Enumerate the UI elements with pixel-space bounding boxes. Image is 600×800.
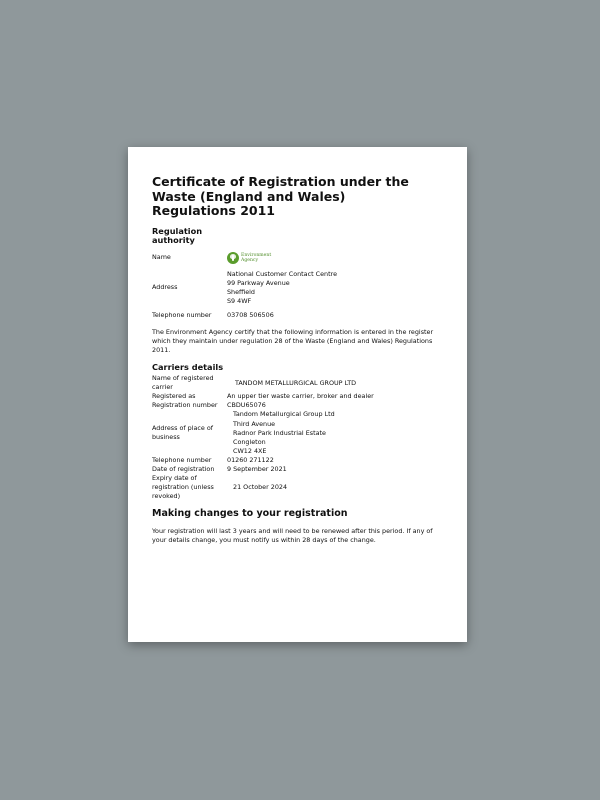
- authority-address-row: [152, 270, 444, 306]
- registration-number-value: CBDU65076: [227, 401, 266, 410]
- registration-date-row: [152, 465, 444, 474]
- business-address-line: Radnor Park Industrial Estate: [233, 428, 326, 437]
- certify-statement: The Environment Agency certify that the following information is entered in the register which they maintain under regulation 28 of the Waste (England and Wales) Regulations 2011.: [152, 327, 434, 355]
- authority-name-label: Name: [152, 252, 171, 261]
- registered-as-value: An upper tier waste carrier, broker and dealer: [227, 392, 374, 401]
- carrier-telephone-label: Telephone number: [152, 455, 212, 464]
- authority-telephone-label: Telephone number: [152, 310, 212, 319]
- registration-date-label: Date of registration: [152, 465, 215, 474]
- carrier-name-row: [152, 374, 444, 392]
- certificate-content: [152, 175, 444, 545]
- expiry-date-value: 21 October 2024: [233, 483, 288, 492]
- business-address-line: Tandom Metallurgical Group Ltd: [233, 410, 335, 419]
- carrier-telephone-row: [152, 456, 444, 465]
- registration-date-value: 9 September 2021: [227, 465, 287, 474]
- authority-telephone-row: [152, 311, 444, 320]
- expiry-date-label: Expiry date of registration (unless revoked): [152, 474, 214, 501]
- certificate-page: [128, 147, 467, 642]
- expiry-date-row: [152, 474, 444, 501]
- authority-name-row: [152, 250, 444, 266]
- registered-as-label: Registered as: [152, 392, 196, 401]
- environment-agency-logo: [227, 251, 444, 265]
- business-address-label: Address of place of business: [152, 424, 214, 442]
- authority-name-value: [227, 250, 444, 266]
- regulation-authority-heading: Regulation authority: [152, 225, 203, 245]
- certificate-title: Certificate of Registration under the Waste (England and Wales) Regulations 2011: [152, 174, 409, 218]
- carrier-name-value: TANDOM METALLURGICAL GROUP LTD: [235, 378, 357, 387]
- authority-address-line: 99 Parkway Avenue: [227, 278, 290, 287]
- authority-address-line: Sheffield: [227, 287, 255, 296]
- logo-text-line1: Environment: [241, 252, 272, 258]
- registration-number-label: Registration number: [152, 401, 218, 410]
- authority-address-line: National Customer Contact Centre: [227, 269, 337, 278]
- business-address-line: Third Avenue: [233, 419, 276, 428]
- environment-agency-logo-text: [241, 253, 271, 263]
- authority-address-value: [227, 270, 444, 306]
- authority-telephone-value: 03708 506506: [227, 310, 274, 319]
- carriers-details-heading: Carriers details: [152, 361, 224, 372]
- making-changes-heading: Making changes to your registration: [152, 508, 348, 520]
- authority-address-line: S9 4WF: [227, 296, 252, 305]
- registered-as-row: [152, 392, 444, 401]
- business-address-line: CW12 4XE: [233, 446, 267, 455]
- making-changes-text: Your registration will last 3 years and will need to be renewed after this period. If any of your details change, you must notify us within 28 days of the change.: [152, 526, 433, 545]
- carrier-name-label: Name of registered carrier: [152, 374, 214, 392]
- logo-text-line2: Agency: [241, 257, 259, 263]
- authority-address-label: Address: [152, 283, 178, 292]
- carrier-telephone-value: 01260 271122: [227, 455, 274, 464]
- business-address-line: Congleton: [233, 437, 266, 446]
- business-address-value: [233, 410, 444, 455]
- registration-number-row: [152, 401, 444, 410]
- environment-agency-logo-icon: [227, 252, 239, 264]
- business-address-row: [152, 410, 444, 455]
